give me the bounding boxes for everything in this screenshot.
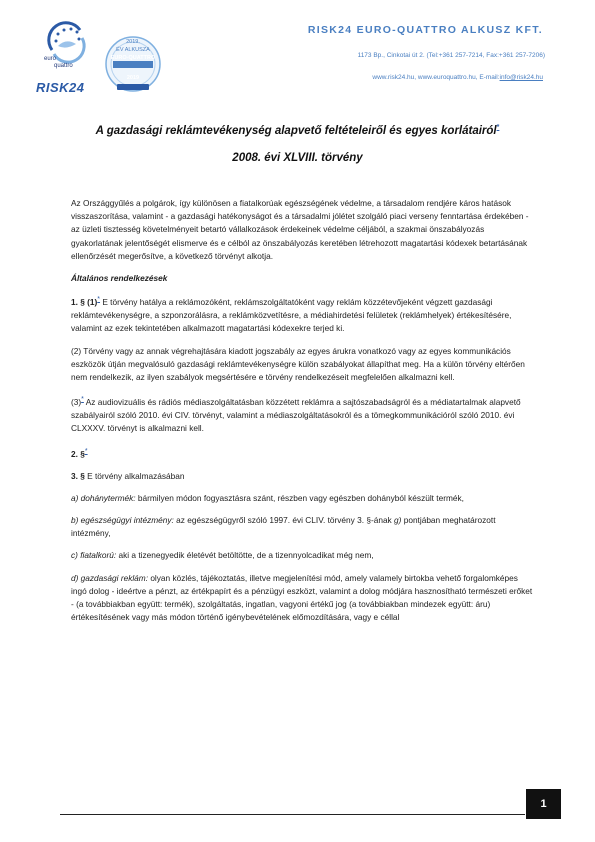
- footnote-link[interactable]: *: [81, 396, 84, 404]
- website-links[interactable]: www.risk24.hu, www.euroquattro.hu, E-mail:: [372, 74, 500, 81]
- document-subtitle: 2008. évi XLVIII. törvény: [232, 152, 363, 164]
- document-body: [71, 197, 533, 633]
- paragraph-1-1: 1. § (1)* E törvény hatálya a reklámozóként, reklámszolgáltatóként vagy reklám közzétevőjeként végzett gazdasági reklámtevékenységre, a szponzorálásra, a reklámközvetítésre, a médiahirdetési felületek (reklámhelyek) értékesítésére, valamint az ezek tekintetében alkalmazott magatartási kódexekre terjed ki.: [71, 296, 512, 334]
- definition-b: b) egészségügyi intézmény: az egészségügyről szóló 1997. évi CLIV. törvény 3. §-ának g) pontjában meghatározott intézmény,: [71, 514, 496, 539]
- preamble: Az Országgyűlés a polgárok, így különösen a fiatalkorúak egészségének védelme, a társadalom rendjére káros hatások visszaszorítása, valamint - a gazdasági hatékonyságot és a társadalmi jólétet szolgáló piaci verseny fenntartása érdekében - az üzleti tisztesség követelményeit betartó vállalkozások érdekeinek védelme céljából, a szakmai önszabályozás gyakorlatának jelentőségét elismerve és e célból az önszabályozás keretében létrehozott magatartási kódexek betartásának ellenőrzését megerősítve, a következő törvényt alkotja.: [71, 198, 529, 261]
- document-title: A gazdasági reklámtevékenység alapvető feltételeiről és egyes korlátairól*: [95, 124, 500, 137]
- risk24-logo: RISK24: [36, 80, 85, 95]
- paragraph-1-2: (2) Törvény vagy az annak végrehajtására kiadott jogszabály az egyes árukra vonatkozó vagy az egyes kommunikációs eszközök útján megvalósuló gazdasági reklámtevékenységre külön szabályokat állapíthat meg. Ha a külön törvény eltérően nem rendelkezik, az ilyen szabályok megsértésére e törvény rendelkezéseit megfelelően alkalmazni kell.: [71, 345, 525, 382]
- definition-c: c) fiatalkorú: aki a tizenegyedik életévét betöltötte, de a tizennyolcadikat még nem,: [71, 550, 374, 561]
- footnote-link[interactable]: *: [496, 124, 500, 131]
- paragraph-3: 3. § E törvény alkalmazásában: [71, 470, 185, 481]
- company-address: 1173 Bp., Cinkotai út 2. (Tel:+361 257-7214, Fax:+361 257-7206): [357, 52, 545, 59]
- footnote-link[interactable]: *: [84, 447, 88, 455]
- award-badge-text: 2019. ÉV ALKUSZA EURO-QUATTRO 2019: [110, 39, 156, 81]
- euroquattro-logo-text: euro quattro: [44, 56, 73, 69]
- definition-d: d) gazdasági reklám: olyan közlés, tájékoztatás, illetve megjelenítési mód, amely valamely birtokba vehető forgalomképes ingó dolog - ideértve a pénzt, az értékpapírt és a pénzügyi eszközt, valamint a dolog módjára hasznosítható természeti erőket - (a továbbiakban együtt: termék), szolgáltatás, ingatlan, vagyoni értékű jog (a továbbiakban mindezek együtt: áru) értékesítésének vagy más módon történő igénybevételének előmozdítására, vagy e céllal: [71, 572, 533, 623]
- company-name: RISK24 EURO-QUATTRO ALKUSZ KFT.: [307, 24, 543, 36]
- paragraph-2: 2. §*: [71, 447, 88, 459]
- footnote-link[interactable]: *: [97, 296, 101, 304]
- paragraph-1-3: (3)* Az audiovizuális és rádiós médiaszolgáltatásban közzétett reklámra a sajtószabadságról és a médiatartalmak alapvető szabályairól szóló 2010. évi CIV. törvényt, valamint a médiaszolgáltatásokról és a tömegkommunikációról szóló 2010. évi CLXXXV. törvényt is alkalmazni kell.: [71, 396, 521, 434]
- email-link[interactable]: info@risk24.hu: [499, 74, 543, 81]
- definition-a: a) dohánytermék: bármilyen módon fogyasztásra szánt, részben vagy egészben dohányból készült termék,: [71, 492, 464, 503]
- footer-divider: [60, 814, 525, 815]
- company-contacts: [372, 74, 543, 81]
- page-number: 1: [526, 789, 561, 819]
- section-heading: Általános rendelkezések: [71, 273, 168, 284]
